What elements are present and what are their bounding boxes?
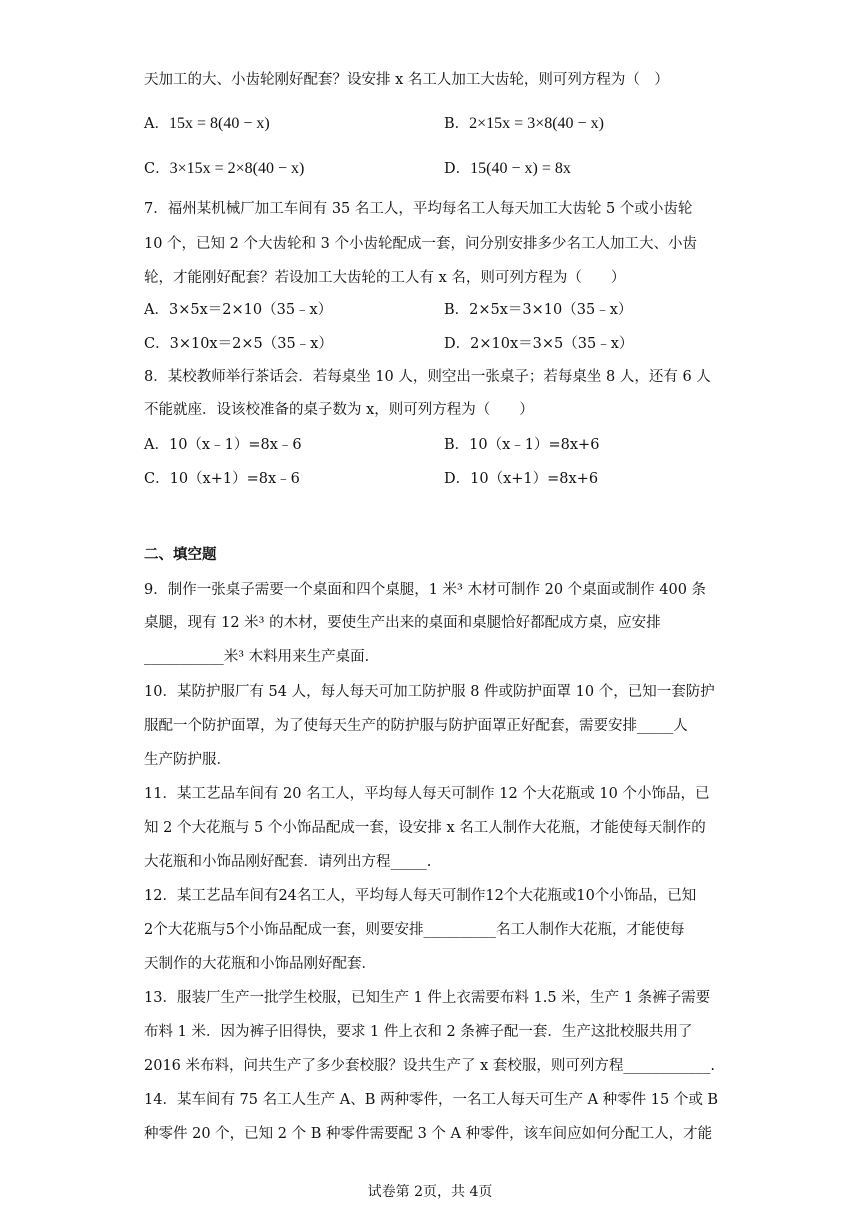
q9-stem-line-2: 桌腿，现有 12 米³ 的木材，要使生产出来的桌面和桌腿恰好都配成方桌，应安排 [144,615,661,631]
section-title: 二、填空题 [144,546,217,563]
page-footer: 试卷第 2页，共 4页 [367,1184,493,1200]
q7-option-a[interactable]: A．3×5x＝2×10（35﹣x） [144,302,333,318]
q14-stem-line-1: 14．某车间有 75 名工人生产 A、B 两种零件，一名工人每天可生产 A 种零件 15 个或 B [144,1092,719,1108]
q6-option-c[interactable]: C．3×15x = 2×8(40 − x) [144,160,305,177]
q10-stem-line-2: 服配一个防护面罩，为了使每天生产的防护服与防护面罩正好配套，需要安排_____人 [144,718,688,734]
q12-stem-line-2: 2个大花瓶与5个小饰品配成一套，则要安排__________名工人制作大花瓶，才能使每 [144,922,685,938]
q10-stem-line-1: 10．某防护服厂有 54 人，每人每天可加工防护服 8 件或防护面罩 10 个，已知一套防护 [144,684,715,700]
q13-stem-line-3: 2016 米布料，问共生产了多少套校服？设共生产了 x 套校服，则可列方程____________. [144,1058,716,1074]
q6-option-b[interactable]: B．2×15x = 3×8(40 − x) [444,115,604,132]
q7-stem-line-2: 10 个，已知 2 个大齿轮和 3 个小齿轮配成一套，问分别安排多少名工人加工大、小齿 [144,236,697,252]
q8-option-c[interactable]: C．10（x+1）=8x﹣6 [144,471,300,487]
q7-option-d[interactable]: D．2×10x＝3×5（35﹣x） [444,336,634,352]
q9-stem-line-3: ___________米³ 木料用来生产桌面． [144,649,380,665]
q8-stem-line-1: 8．某校教师举行茶话会．若每桌坐 10 人，则空出一张桌子；若每桌坐 8 人，还有 6 人 [144,369,711,385]
q12-stem-line-1: 12．某工艺品车间有24名工人，平均每人每天可制作12个大花瓶或10个小饰品，已知 [144,888,697,904]
q11-stem-line-3: 大花瓶和小饰品刚好配套．请列出方程_____. [144,854,432,870]
q10-stem-line-3: 生产防护服． [144,752,231,768]
q13-stem-line-2: 布料 1 米．因为裤子旧得快，要求 1 件上衣和 2 条裤子配一套．生产这批校服共用了 [144,1024,693,1040]
q13-stem-line-1: 13．服装厂生产一批学生校服，已知生产 1 件上衣需要布料 1.5 米，生产 1 条裤子需要 [144,990,711,1006]
q7-option-b[interactable]: B．2×5x＝3×10（35﹣x） [444,302,633,318]
q6-stem-line: 天加工的大、小齿轮刚好配套？设安排 x 名工人加工大齿轮，则可列方程为（ ） [144,72,669,88]
q7-option-c[interactable]: C．3×10x＝2×5（35﹣x） [144,336,333,352]
q8-option-b[interactable]: B．10（x﹣1）=8x+6 [444,437,600,453]
q8-option-d[interactable]: D．10（x+1）=8x+6 [444,471,599,487]
q7-stem-line-1: 7．福州某机械厂加工车间有 35 名工人，平均每名工人每天加工大齿轮 5 个或小齿轮 [144,201,693,217]
q7-stem-line-3: 轮，才能刚好配套？若设加工大齿轮的工人有 x 名，则可列方程为（ ） [144,270,626,286]
q9-stem-line-1: 9．制作一张桌子需要一个桌面和四个桌腿，1 米³ 木材可制作 20 个桌面或制作 400 条 [144,582,707,598]
q8-option-a[interactable]: A．10（x﹣1）=8x﹣6 [144,437,302,453]
q12-stem-line-3: 天制作的大花瓶和小饰品刚好配套． [144,956,376,972]
q8-stem-line-2: 不能就座．设该校准备的桌子数为 x，则可列方程为（ ） [144,402,534,418]
q6-option-d[interactable]: D．15(40 − x) = 8x [444,160,571,177]
q6-option-a[interactable]: A．15x = 8(40 − x) [144,115,270,132]
q11-stem-line-2: 知 2 个大花瓶与 5 个小饰品配成一套，设安排 x 名工人制作大花瓶，才能使每天制作的 [144,820,706,836]
q11-stem-line-1: 11．某工艺品车间有 20 名工人，平均每人每天可制作 12 个大花瓶或 10 个小饰品，已 [144,786,710,802]
q14-stem-line-2: 种零件 20 个，已知 2 个 B 种零件需要配 3 个 A 种零件，该车间应如何分配工人，才能 [144,1126,713,1142]
